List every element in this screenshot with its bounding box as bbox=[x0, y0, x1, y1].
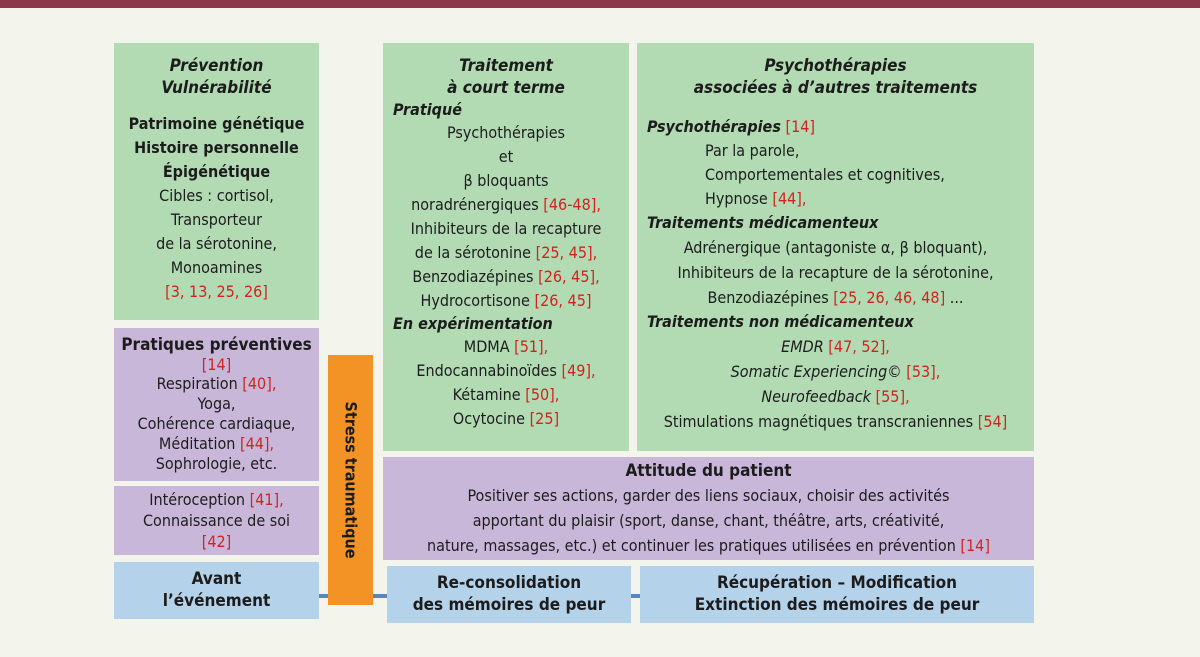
prevention-lines: Cibles : cortisol, Transporteur de la sérotonine, Monoamines [3, 13, 25, 26] bbox=[114, 184, 319, 304]
pratiques-list: Respiration [40], Yoga, Cohérence cardiaque, Méditation [44], Sophrologie, etc. bbox=[137, 374, 296, 473]
psychotherapies-title: Psychothérapies associées à d’autres traitements bbox=[693, 56, 978, 98]
prevention-box bbox=[114, 43, 319, 320]
pratiques-box bbox=[114, 328, 319, 481]
heading-non-medicamenteux: Traitements non médicamenteux bbox=[647, 312, 914, 331]
attitude-box bbox=[383, 457, 1034, 560]
stress-traumatique-bar bbox=[328, 355, 373, 605]
prevention-title: Prévention Vulnérabilité bbox=[161, 56, 272, 98]
heading-medicamenteux: Traitements médicamenteux bbox=[647, 213, 879, 232]
med-list: Adrénergique (antagoniste α, β bloquant), Inhibiteurs de la recapture de la sérotonine, Benzodiazépines [25, 26, 46, 48] ... bbox=[677, 238, 994, 307]
heading-experimentation: En expérimentation bbox=[393, 314, 553, 333]
psy-list: Par la parole, Comportementales et cognitives, Hypnose [44], bbox=[705, 141, 945, 208]
timeline-connector-2 bbox=[372, 594, 388, 598]
phase-avant: Avant l’événement bbox=[114, 562, 319, 619]
prevention-refs: [3, 13, 25, 26] bbox=[165, 282, 268, 301]
non-med-list: EMDR [47, 52], Somatic Experiencing© [53], Neurofeedback [55], Stimulations magnétiques transcraniennes [54] bbox=[663, 337, 1008, 431]
attitude-title: Attitude du patient bbox=[625, 461, 792, 481]
phase-recuperation: Récupération – Modification Extinction des mémoires de peur bbox=[640, 566, 1034, 623]
pratiques-title: Pratiques préventives bbox=[121, 335, 312, 355]
pratique-list: Psychothérapies et β bloquants noradrénergiques [46-48], Inhibiteurs de la recapture de la sérotonine [25, 45], Benzodiazépines [26, 45], Hydrocortisone [26, 45] bbox=[410, 123, 602, 310]
attitude-text: Positiver ses actions, garder des liens sociaux, choisir des activités apportant du plaisir (sport, danse, chant, théâtre, arts, créativité, nature, massages, etc.) et continuer les pratiques utilisées en prévention [14] bbox=[427, 486, 990, 555]
stress-label: Stress traumatique bbox=[341, 401, 360, 559]
court-terme-box bbox=[383, 43, 629, 451]
interoception-text: Intéroception [41], Connaissance de soi [42] bbox=[142, 490, 291, 551]
phase-reconsolidation: Re-consolidation des mémoires de peur bbox=[387, 566, 631, 623]
court-terme-title: Traitement à court terme bbox=[447, 56, 565, 98]
prevention-bold-list: Patrimoine génétique Histoire personnelle Épigénétique bbox=[128, 114, 305, 181]
heading-psychotherapies: Psychothérapies [14] bbox=[647, 117, 816, 136]
pratiques-ref: [14] bbox=[201, 355, 232, 374]
experimentation-list: MDMA [51], Endocannabinoïdes [49], Kétamine [50], Ocytocine [25] bbox=[416, 337, 596, 428]
psychotherapies-box bbox=[637, 43, 1034, 451]
top-bar bbox=[0, 0, 1200, 8]
heading-pratique: Pratiqué bbox=[393, 100, 462, 119]
interoception-box bbox=[114, 486, 319, 555]
